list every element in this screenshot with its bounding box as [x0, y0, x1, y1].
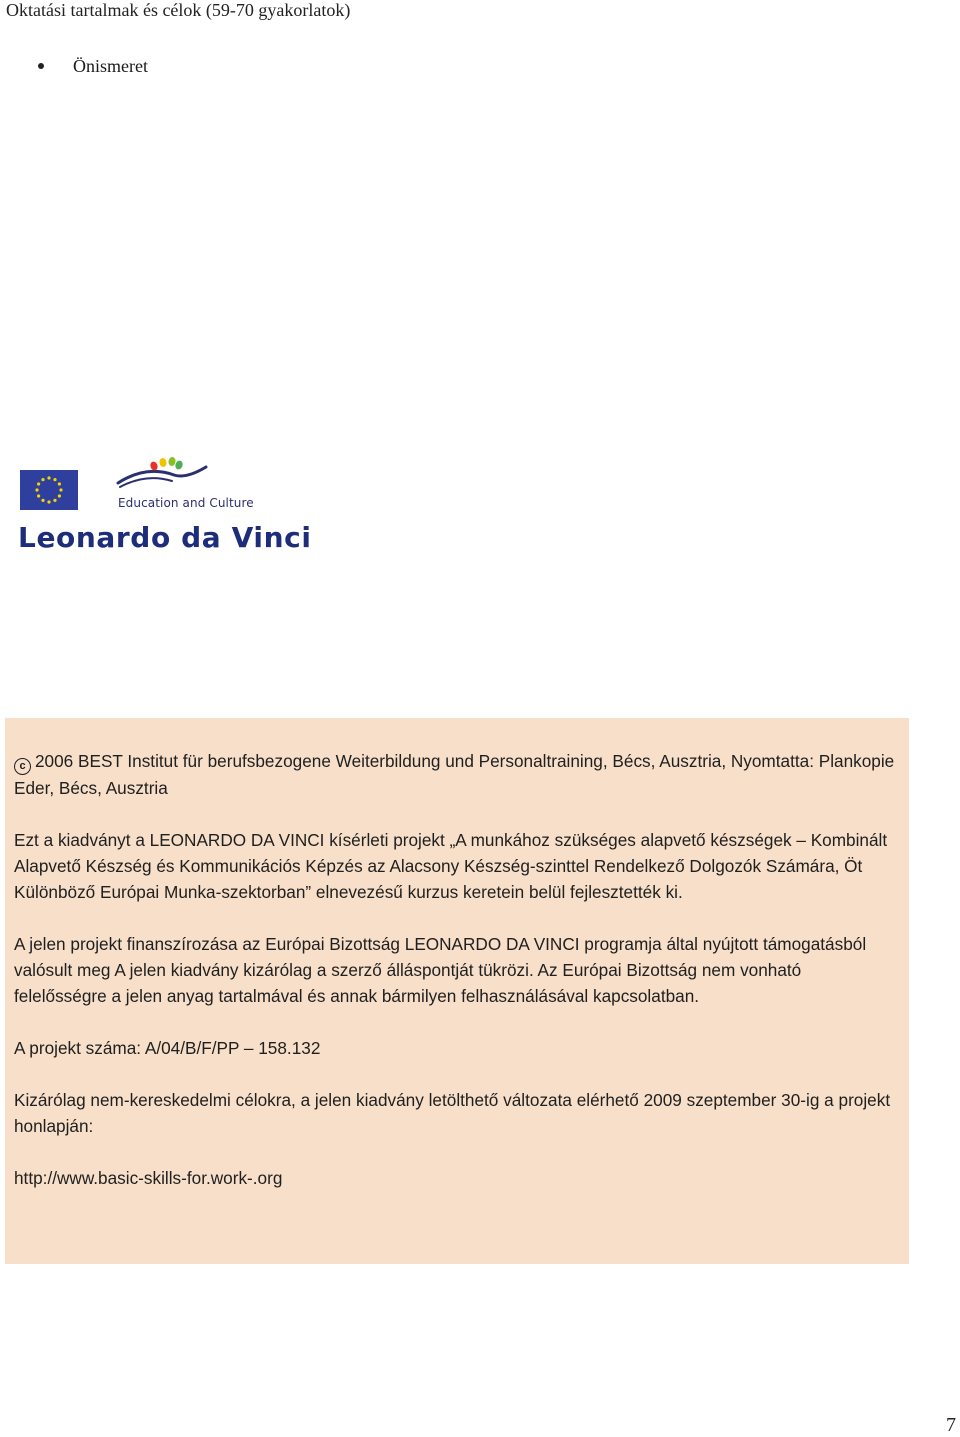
- list-item-label: Önismeret: [73, 55, 148, 76]
- list-item: [38, 54, 148, 78]
- copyright-paragraph: [14, 748, 895, 801]
- funding-paragraph: A jelen projekt finanszírozása az Európai Bizottság LEONARDO DA VINCI programja által nyújtott támogatásból valósult meg A jelen kiadvány kizárólag a szerző álláspontját tükrözi. Az Európai Bizottság nem vonható felelősségre a jelen anyag tartalmával és annak bármilyen felhasználásával kapcsolatban.: [14, 934, 867, 1006]
- publication-info-box: [5, 718, 909, 1264]
- project-paragraph: Ezt a kiadványt a LEONARDO DA VINCI kísérleti projekt „A munkához szükséges alapvető készségek – Kombinált Alapvető Készség és Kommunikációs Képzés az Alacsony Készség-szinttel Rendelkező Dolgozók Számára, Öt Különböző Európai Munka-szektorban” elnevezésű kurzus keretein belül fejlesztették ki.: [14, 830, 888, 902]
- leonardo-da-vinci-title: Leonardo da Vinci: [18, 521, 312, 554]
- bullet-icon: [38, 63, 44, 69]
- project-number: A projekt száma: A/04/B/F/PP – 158.132: [14, 1038, 321, 1058]
- education-culture-mark-icon: [116, 457, 208, 491]
- topic-list: [38, 54, 148, 78]
- project-url: http://www.basic-skills-for.work-.org: [14, 1168, 283, 1188]
- eu-flag-icon: [20, 470, 78, 510]
- leonardo-logo: [18, 455, 312, 560]
- copyright-text: 2006 BEST Institut für berufsbezogene Weiterbildung und Personaltraining, Bécs, Ausztria, Nyomtatta: Plankopie Eder, Bécs, Ausztria: [14, 751, 895, 798]
- page-header-title: Oktatási tartalmak és célok (59-70 gyakorlatok): [6, 0, 351, 20]
- availability-paragraph: Kizárólag nem-kereskedelmi célokra, a jelen kiadvány letölthető változata elérhető 2009 szeptember 30-ig a projekt honlapján:: [14, 1090, 891, 1136]
- page-number: 7: [946, 1414, 956, 1436]
- copyright-icon: c: [14, 758, 31, 775]
- education-culture-text: Education and Culture: [118, 496, 254, 510]
